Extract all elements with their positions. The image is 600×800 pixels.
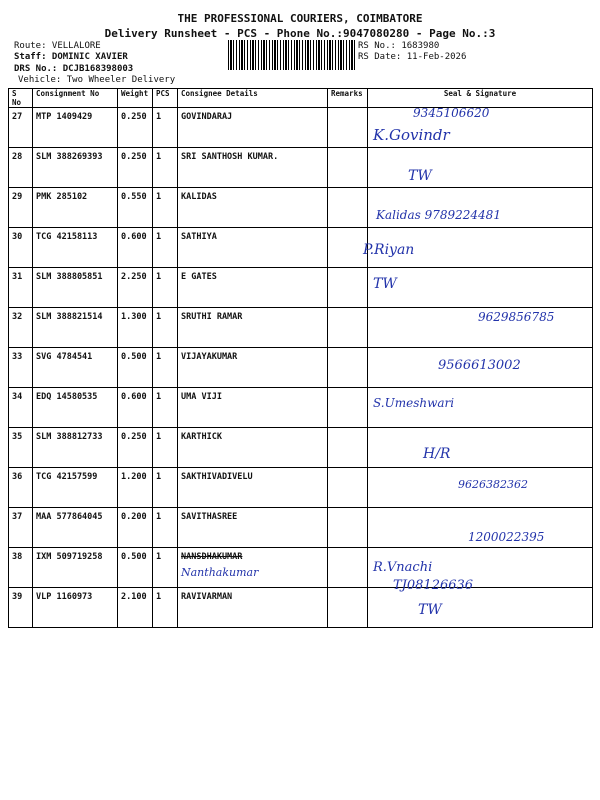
row-pcs: 1 bbox=[153, 468, 178, 508]
table-row bbox=[9, 188, 593, 228]
handwritten-phone: 9566613002 bbox=[438, 358, 521, 373]
company-title: THE PROFESSIONAL COURIERS, COIMBATORE bbox=[177, 12, 423, 25]
row-pcs: 1 bbox=[153, 268, 178, 308]
col-remarks: Remarks bbox=[328, 89, 368, 108]
row-remarks bbox=[328, 228, 368, 268]
row-consignment: SLM 388821514 bbox=[33, 308, 118, 348]
row-consignee: KARTHICK bbox=[178, 428, 328, 468]
row-weight: 0.250 bbox=[118, 428, 153, 468]
row-weight: 0.500 bbox=[118, 348, 153, 388]
row-pcs: 1 bbox=[153, 388, 178, 428]
row-sno: 27 bbox=[9, 108, 33, 148]
row-weight: 1.200 bbox=[118, 468, 153, 508]
col-pcs: PCS bbox=[153, 89, 178, 108]
row-remarks bbox=[328, 548, 368, 588]
row-consignee: SAVITHASREE bbox=[178, 508, 328, 548]
row-signature bbox=[368, 508, 593, 548]
row-consignee: GOVINDARAJ bbox=[178, 108, 328, 148]
row-sno: 38 bbox=[9, 548, 33, 588]
staff-label: Staff: DOMINIC XAVIER bbox=[14, 52, 128, 62]
handwritten-signature: H/R bbox=[423, 446, 451, 462]
row-weight: 0.200 bbox=[118, 508, 153, 548]
table-row bbox=[9, 148, 593, 188]
table-row bbox=[9, 308, 593, 348]
row-pcs: 1 bbox=[153, 148, 178, 188]
col-seal: Seal & Signature bbox=[368, 89, 593, 108]
row-sno: 29 bbox=[9, 188, 33, 228]
row-sno: 36 bbox=[9, 468, 33, 508]
handwritten-phone: 9626382362 bbox=[458, 478, 528, 491]
row-remarks bbox=[328, 108, 368, 148]
row-consignee: SRI SANTHOSH KUMAR. bbox=[178, 148, 328, 188]
row-remarks bbox=[328, 468, 368, 508]
consignee-name-handwritten: Nanthakumar bbox=[181, 566, 259, 579]
handwritten-signature: K.Govindr bbox=[373, 126, 450, 144]
handwritten-phone: 9345106620 bbox=[413, 106, 490, 120]
row-remarks bbox=[328, 268, 368, 308]
row-signature bbox=[368, 148, 593, 188]
row-consignment: MTP 1409429 bbox=[33, 108, 118, 148]
row-sno: 34 bbox=[9, 388, 33, 428]
row-weight: 0.550 bbox=[118, 188, 153, 228]
row-consignee bbox=[178, 548, 328, 588]
row-pcs: 1 bbox=[153, 108, 178, 148]
row-pcs: 1 bbox=[153, 548, 178, 588]
handwritten-signature: Kalidas 9789224481 bbox=[376, 208, 501, 222]
row-weight: 0.500 bbox=[118, 548, 153, 588]
row-pcs: 1 bbox=[153, 428, 178, 468]
barcode bbox=[228, 40, 355, 70]
col-consignment: Consignment No bbox=[33, 89, 118, 108]
row-weight: 0.250 bbox=[118, 108, 153, 148]
row-sno: 32 bbox=[9, 308, 33, 348]
table-header bbox=[9, 89, 593, 108]
row-signature bbox=[368, 308, 593, 348]
rs-no: RS No.: 1683980 bbox=[358, 41, 440, 51]
row-consignee: UMA VIJI bbox=[178, 388, 328, 428]
row-remarks bbox=[328, 188, 368, 228]
row-pcs: 1 bbox=[153, 308, 178, 348]
row-consignment: SLM 388812733 bbox=[33, 428, 118, 468]
handwritten-signature: TW bbox=[418, 602, 442, 618]
row-sno: 28 bbox=[9, 148, 33, 188]
row-signature bbox=[368, 388, 593, 428]
row-remarks bbox=[328, 148, 368, 188]
row-signature bbox=[368, 108, 593, 148]
col-sno: S No bbox=[9, 89, 33, 108]
row-sno: 30 bbox=[9, 228, 33, 268]
handwritten-phone: TJ08126636 bbox=[393, 578, 474, 593]
row-consignee: KALIDAS bbox=[178, 188, 328, 228]
table-row bbox=[9, 588, 593, 628]
row-consignee: VIJAYAKUMAR bbox=[178, 348, 328, 388]
row-sno: 31 bbox=[9, 268, 33, 308]
row-remarks bbox=[328, 508, 368, 548]
table-row bbox=[9, 228, 593, 268]
row-weight: 0.600 bbox=[118, 228, 153, 268]
table-row bbox=[9, 348, 593, 388]
table-row bbox=[9, 268, 593, 308]
table-row bbox=[9, 548, 593, 588]
row-consignment: TCG 42158113 bbox=[33, 228, 118, 268]
runsheet-table bbox=[8, 88, 593, 628]
row-consignment: VLP 1160973 bbox=[33, 588, 118, 628]
row-pcs: 1 bbox=[153, 588, 178, 628]
col-consignee: Consignee Details bbox=[178, 89, 328, 108]
row-remarks bbox=[328, 388, 368, 428]
table-row bbox=[9, 108, 593, 148]
handwritten-phone: 9629856785 bbox=[478, 310, 555, 324]
row-sno: 33 bbox=[9, 348, 33, 388]
row-consignment: SVG 4784541 bbox=[33, 348, 118, 388]
row-consignment: MAA 577864045 bbox=[33, 508, 118, 548]
row-sno: 35 bbox=[9, 428, 33, 468]
row-signature bbox=[368, 578, 593, 628]
row-remarks bbox=[328, 308, 368, 348]
row-consignee: SRUTHI RAMAR bbox=[178, 308, 328, 348]
row-consignment: EDQ 14580535 bbox=[33, 388, 118, 428]
row-weight: 2.100 bbox=[118, 588, 153, 628]
drs-label: DRS No.: DCJB168398003 bbox=[14, 64, 134, 74]
row-weight: 1.300 bbox=[118, 308, 153, 348]
row-remarks bbox=[328, 348, 368, 388]
row-pcs: 1 bbox=[153, 188, 178, 228]
row-sno: 39 bbox=[9, 588, 33, 628]
table-row bbox=[9, 468, 593, 508]
handwritten-signature: P.Riyan bbox=[363, 242, 415, 258]
handwritten-signature: TW bbox=[408, 168, 432, 184]
row-signature bbox=[368, 188, 593, 228]
table-row bbox=[9, 388, 593, 428]
row-consignee: E GATES bbox=[178, 268, 328, 308]
row-consignee: RAVIVARMAN bbox=[178, 588, 328, 628]
runsheet-subtitle: Delivery Runsheet - PCS - Phone No.:9047080280 - Page No.:3 bbox=[104, 27, 496, 40]
handwritten-signature: TW bbox=[373, 276, 397, 292]
row-pcs: 1 bbox=[153, 228, 178, 268]
col-weight: Weight bbox=[118, 89, 153, 108]
row-weight: 0.600 bbox=[118, 388, 153, 428]
row-consignee: SAKTHIVADIVELU bbox=[178, 468, 328, 508]
row-consignment: SLM 388269393 bbox=[33, 148, 118, 188]
handwritten-signature: S.Umeshwari bbox=[373, 396, 455, 410]
consignee-name-struck: NANSDHAKUMAR bbox=[181, 552, 243, 562]
rs-date: RS Date: 11-Feb-2026 bbox=[358, 52, 467, 62]
route-label: Route: VELLALORE bbox=[14, 41, 101, 51]
row-signature bbox=[368, 268, 593, 308]
handwritten-phone: 1200022395 bbox=[468, 530, 545, 544]
row-pcs: 1 bbox=[153, 508, 178, 548]
row-pcs: 1 bbox=[153, 348, 178, 388]
row-weight: 0.250 bbox=[118, 148, 153, 188]
handwritten-signature: R.Vnachi bbox=[373, 560, 433, 575]
row-signature bbox=[368, 428, 593, 468]
row-consignment: PMK 285102 bbox=[33, 188, 118, 228]
row-remarks bbox=[328, 428, 368, 468]
row-consignment: IXM 509719258 bbox=[33, 548, 118, 588]
row-signature bbox=[368, 348, 593, 388]
row-consignment: SLM 388805851 bbox=[33, 268, 118, 308]
table-row bbox=[9, 428, 593, 468]
row-weight: 2.250 bbox=[118, 268, 153, 308]
vehicle-label: Vehicle: Two Wheeler Delivery bbox=[18, 75, 176, 85]
row-signature bbox=[368, 468, 593, 508]
row-sno: 37 bbox=[9, 508, 33, 548]
row-signature bbox=[363, 228, 593, 268]
row-remarks bbox=[328, 588, 368, 628]
table-row bbox=[9, 508, 593, 548]
row-consignment: TCG 42157599 bbox=[33, 468, 118, 508]
row-consignee: SATHIYA bbox=[178, 228, 328, 268]
